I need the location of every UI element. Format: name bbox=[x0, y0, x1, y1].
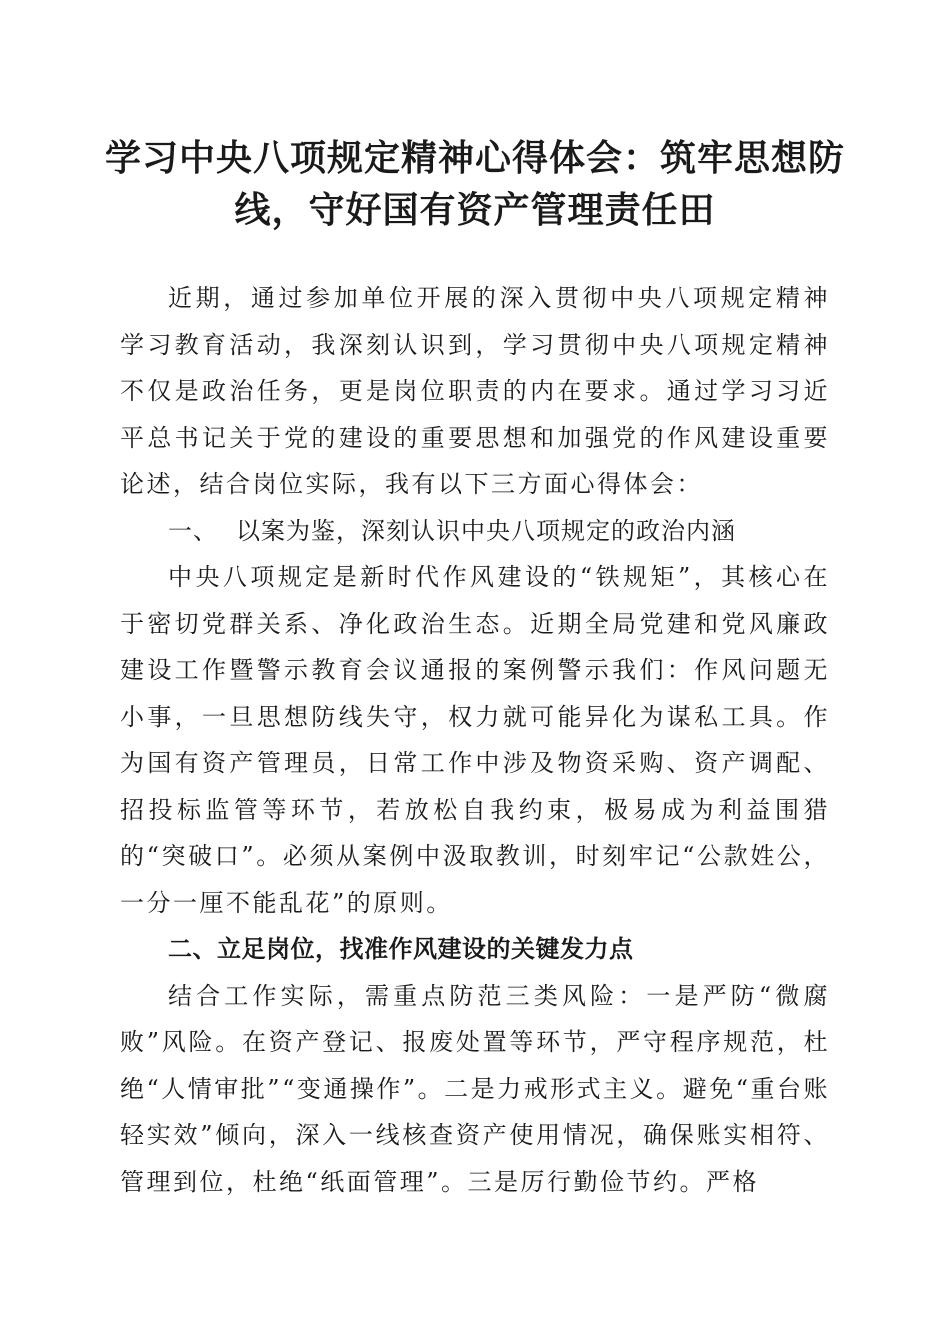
document-body bbox=[120, 275, 830, 1205]
title-line-2: 线，守好国有资产管理责任田 bbox=[234, 189, 716, 231]
document-title bbox=[100, 132, 850, 236]
section-1-heading-text: 以案为鉴，深刻认识中央八项规定的政治内涵 bbox=[236, 516, 736, 545]
section-1-heading bbox=[120, 508, 830, 555]
section-2-heading: 二、立足岗位，找准作风建设的关键发力点 bbox=[168, 935, 634, 963]
section-1-number: 一、 bbox=[168, 516, 218, 545]
title-line-1: 学习中央八项规定精神心得体会：筑牢思想防 bbox=[104, 137, 845, 179]
intro-paragraph: 近期，通过参加单位开展的深入贯彻中央八项规定精神学习教育活动，我深刻认识到，学习贯彻中央八项规定精神不仅是政治任务，更是岗位职责的内在要求。通过学习习近平总书记关于党的建设的重要思想和加强党的作风建设重要论述，结合岗位实际，我有以下三方面心得体会： bbox=[120, 284, 830, 498]
section-2-paragraph: 结合工作实际，需重点防范三类风险：一是严防“微腐败”风险。在资产登记、报废处置等环节，严守程序规范，杜绝“人情审批”“变通操作”。二是力戒形式主义。避免“重台账轻实效”倾向，深入一线核查资产使用情况，确保账实相符、管理到位，杜绝“纸面管理”。三是厉行勤俭节约。严格 bbox=[120, 981, 830, 1196]
section-1-paragraph: 中央八项规定是新时代作风建设的“铁规矩”，其核心在于密切党群关系、净化政治生态。近期全局党建和党风廉政建设工作暨警示教育会议通报的案例警示我们：作风问题无小事，一旦思想防线失守，权力就可能异化为谋私工具。作为国有资产管理员，日常工作中涉及物资采购、资产调配、招投标监管等环节，若放松自我约束，极易成为利益围猎的“突破口”。必须从案例中汲取教训，时刻牢记“公款姓公，一分一厘不能乱花”的原则。 bbox=[120, 563, 830, 917]
